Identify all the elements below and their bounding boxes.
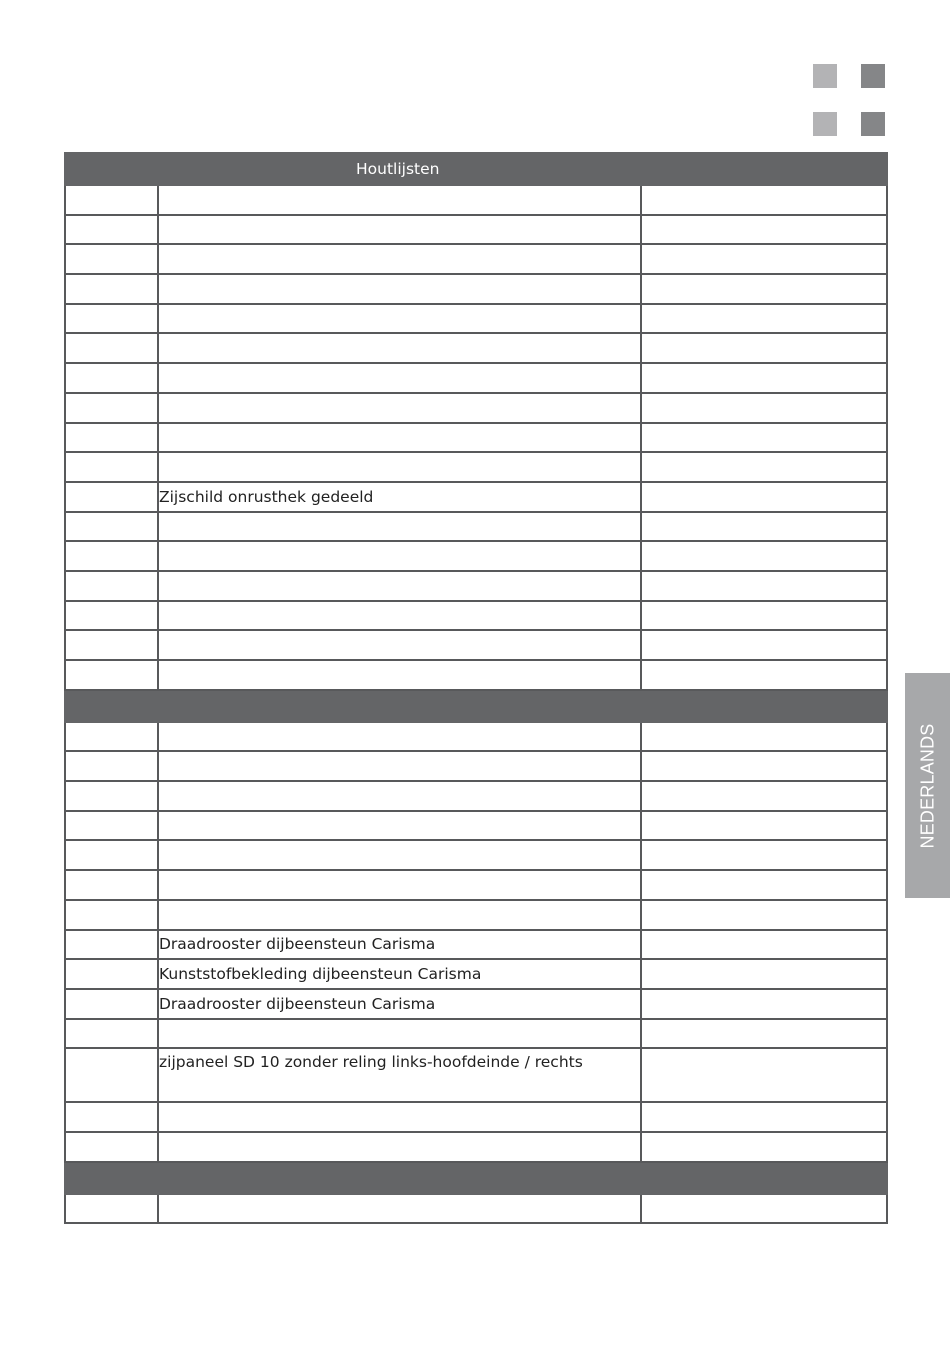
description-cell: [158, 304, 641, 334]
description-cell: Kunststofbekleding dijbeensteun Carisma: [158, 959, 641, 989]
table-row: [65, 393, 887, 423]
item-number-cell: [65, 423, 158, 453]
article-number-cell: [641, 1048, 887, 1102]
table-row: [65, 989, 887, 1019]
table-row: [65, 244, 887, 274]
decor-square: [861, 64, 885, 88]
article-number-cell: [641, 630, 887, 660]
article-number-cell: [641, 900, 887, 930]
item-number-cell: [65, 1102, 158, 1132]
description-cell: [158, 452, 641, 482]
description-cell: [158, 333, 641, 363]
table-row: [65, 1194, 887, 1224]
language-tab: [905, 673, 950, 898]
parts-table: [64, 152, 888, 1224]
item-number-cell: [65, 900, 158, 930]
table-row: [65, 930, 887, 960]
description-cell: [158, 1194, 641, 1224]
table-row: [65, 541, 887, 571]
table-row: [65, 900, 887, 930]
article-number-cell: [641, 363, 887, 393]
article-number-cell: [641, 423, 887, 453]
table-row: [65, 1132, 887, 1162]
table-row: [65, 423, 887, 453]
section-header-label: Houtlijsten: [65, 153, 887, 185]
table-row: [65, 870, 887, 900]
description-cell: [158, 811, 641, 841]
item-number-cell: [65, 601, 158, 631]
article-number-cell: [641, 452, 887, 482]
description-cell: [158, 541, 641, 571]
article-number-cell: [641, 571, 887, 601]
item-number-cell: [65, 989, 158, 1019]
table-row: [65, 601, 887, 631]
article-number-cell: [641, 811, 887, 841]
item-number-cell: [65, 1194, 158, 1224]
article-number-cell: [641, 274, 887, 304]
article-number-cell: [641, 1102, 887, 1132]
description-cell: [158, 215, 641, 245]
description-cell: [158, 244, 641, 274]
article-number-cell: [641, 601, 887, 631]
table-row: [65, 363, 887, 393]
description-cell: [158, 1102, 641, 1132]
table-row: [65, 1102, 887, 1132]
decor-square: [813, 64, 837, 88]
item-number-cell: [65, 781, 158, 811]
description-cell: [158, 900, 641, 930]
article-number-cell: [641, 393, 887, 423]
description-cell: [158, 274, 641, 304]
description-cell: [158, 660, 641, 690]
description-cell: [158, 363, 641, 393]
decor-square: [861, 112, 885, 136]
item-number-cell: [65, 722, 158, 752]
item-number-cell: [65, 630, 158, 660]
item-number-cell: [65, 215, 158, 245]
table-row: [65, 333, 887, 363]
article-number-cell: [641, 722, 887, 752]
section-header-label: [65, 690, 887, 722]
item-number-cell: [65, 482, 158, 512]
article-number-cell: [641, 215, 887, 245]
item-number-cell: [65, 274, 158, 304]
item-number-cell: [65, 452, 158, 482]
decor-square: [813, 112, 837, 136]
description-cell: [158, 630, 641, 660]
article-number-cell: [641, 482, 887, 512]
description-cell: [158, 840, 641, 870]
item-number-cell: [65, 959, 158, 989]
table-row: [65, 660, 887, 690]
section-header-label: [65, 1162, 887, 1194]
description-cell: [158, 512, 641, 542]
description-cell: [158, 781, 641, 811]
description-cell: [158, 601, 641, 631]
description-cell: [158, 423, 641, 453]
article-number-cell: [641, 840, 887, 870]
article-number-cell: [641, 930, 887, 960]
table-row: [65, 571, 887, 601]
article-number-cell: [641, 512, 887, 542]
table-row: [65, 274, 887, 304]
item-number-cell: [65, 930, 158, 960]
item-number-cell: [65, 840, 158, 870]
table-row: [65, 1048, 887, 1102]
article-number-cell: [641, 959, 887, 989]
item-number-cell: [65, 304, 158, 334]
table-row: [65, 1019, 887, 1049]
article-number-cell: [641, 1019, 887, 1049]
table-row: [65, 215, 887, 245]
table-row: [65, 452, 887, 482]
description-cell: [158, 722, 641, 752]
table-row: [65, 781, 887, 811]
item-number-cell: [65, 751, 158, 781]
table-row: [65, 185, 887, 215]
article-number-cell: [641, 989, 887, 1019]
item-number-cell: [65, 333, 158, 363]
description-cell: Draadrooster dijbeensteun Carisma: [158, 930, 641, 960]
description-cell: Draadrooster dijbeensteun Carisma: [158, 989, 641, 1019]
table-row: [65, 840, 887, 870]
section-header: [65, 690, 887, 722]
description-cell: [158, 185, 641, 215]
section-header: [65, 1162, 887, 1194]
table-row: [65, 482, 887, 512]
article-number-cell: [641, 660, 887, 690]
article-number-cell: [641, 1132, 887, 1162]
section-header: [65, 153, 887, 185]
table-row: [65, 722, 887, 752]
item-number-cell: [65, 811, 158, 841]
description-cell: [158, 870, 641, 900]
item-number-cell: [65, 244, 158, 274]
item-number-cell: [65, 1048, 158, 1102]
description-cell: [158, 1132, 641, 1162]
article-number-cell: [641, 244, 887, 274]
item-number-cell: [65, 185, 158, 215]
description-cell: [158, 393, 641, 423]
language-tab-label: NEDERLANDS: [917, 722, 937, 849]
article-number-cell: [641, 781, 887, 811]
item-number-cell: [65, 541, 158, 571]
item-number-cell: [65, 571, 158, 601]
item-number-cell: [65, 393, 158, 423]
table-row: [65, 751, 887, 781]
article-number-cell: [641, 870, 887, 900]
description-cell: Zijschild onrusthek gedeeld: [158, 482, 641, 512]
article-number-cell: [641, 751, 887, 781]
item-number-cell: [65, 870, 158, 900]
item-number-cell: [65, 363, 158, 393]
item-number-cell: [65, 1019, 158, 1049]
description-cell: [158, 751, 641, 781]
article-number-cell: [641, 185, 887, 215]
table-row: [65, 630, 887, 660]
table-row: [65, 959, 887, 989]
description-cell: [158, 1019, 641, 1049]
item-number-cell: [65, 512, 158, 542]
item-number-cell: [65, 660, 158, 690]
article-number-cell: [641, 541, 887, 571]
table-row: [65, 304, 887, 334]
article-number-cell: [641, 333, 887, 363]
item-number-cell: [65, 1132, 158, 1162]
description-cell: [158, 571, 641, 601]
article-number-cell: [641, 304, 887, 334]
article-number-cell: [641, 1194, 887, 1224]
table-row: [65, 512, 887, 542]
description-cell: zijpaneel SD 10 zonder reling links-hoofdeinde / rechts: [158, 1048, 641, 1102]
table-row: [65, 811, 887, 841]
